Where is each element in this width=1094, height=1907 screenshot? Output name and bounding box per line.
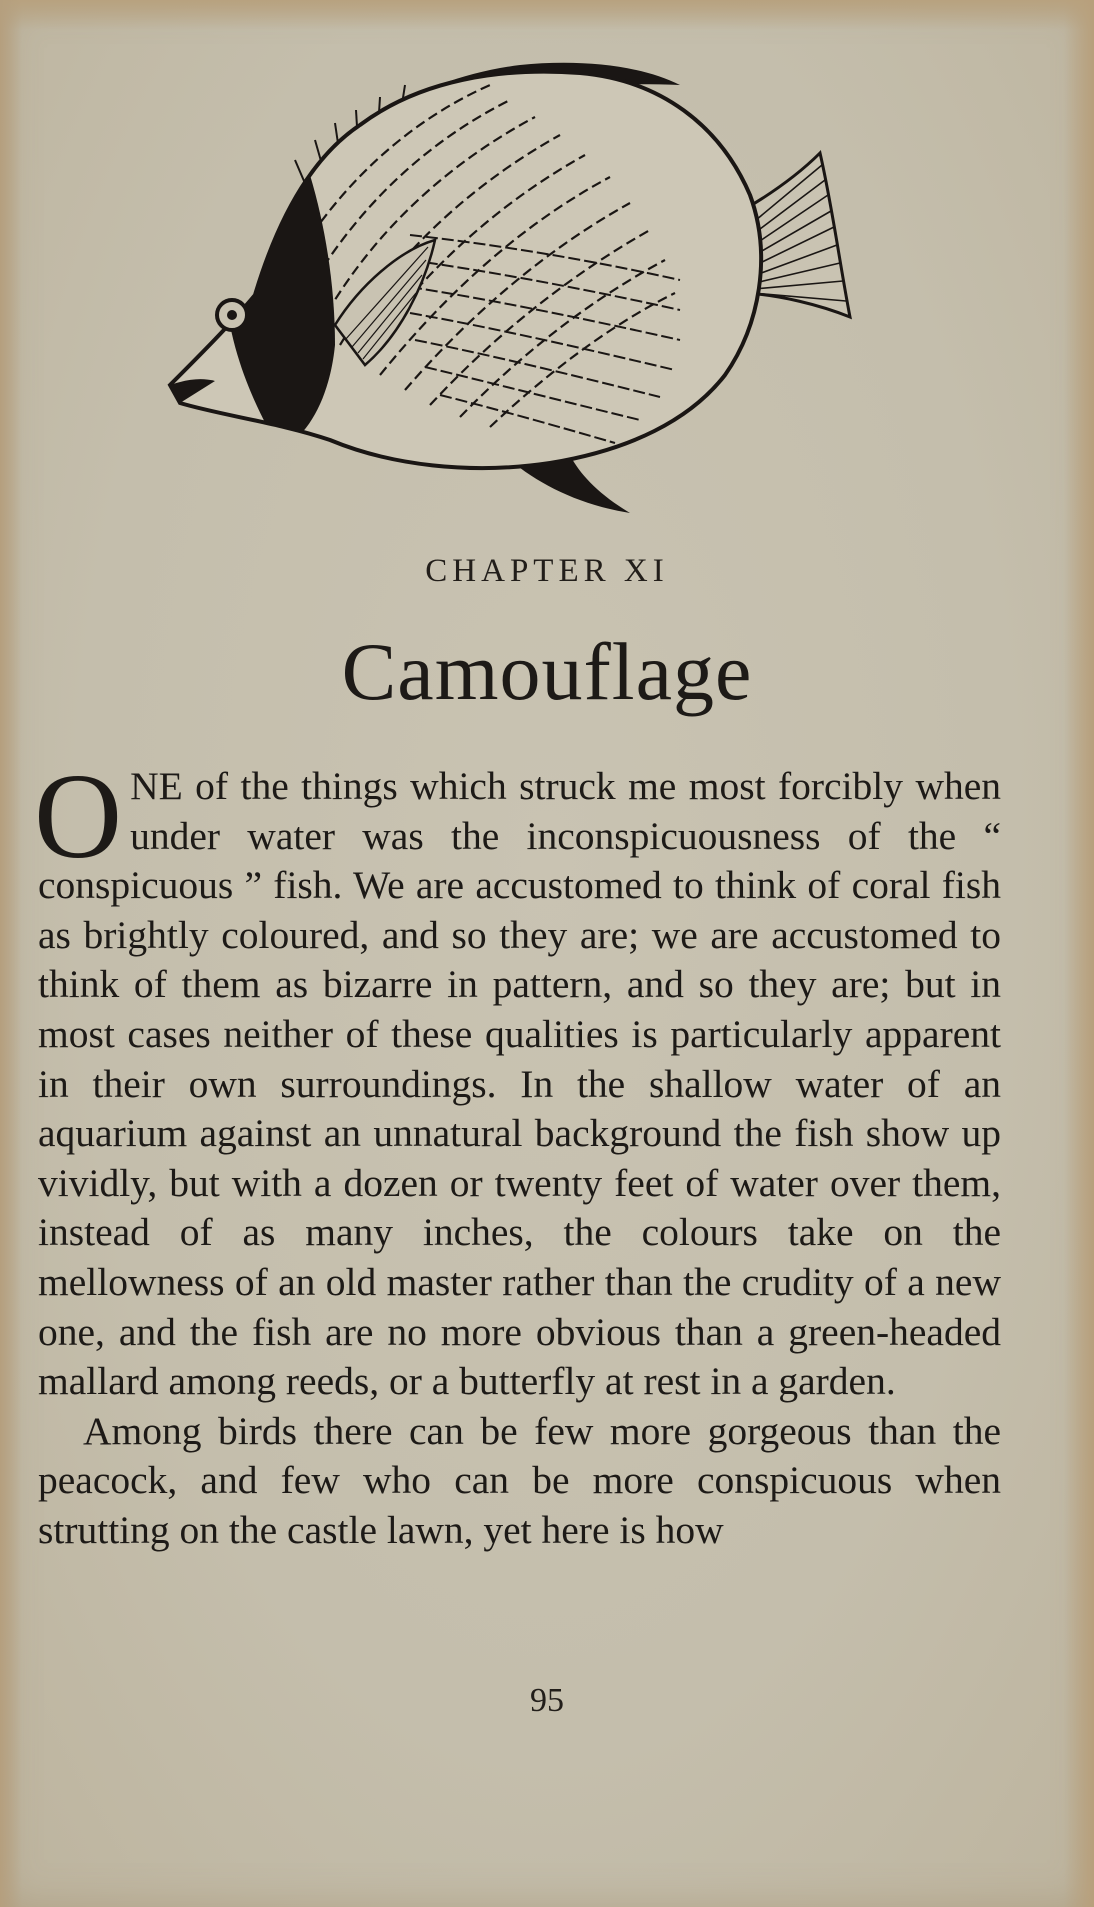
chapter-label: CHAPTER XI [425, 553, 669, 589]
page-edge-right [1064, 0, 1094, 1907]
drop-cap: O [34, 749, 123, 884]
body-text [34, 749, 1001, 1556]
paragraph-1-text: NE of the things which struck me most forcibly when under water was the inconspicuousness of the “ conspicuous ” fish. We are accustomed to think of coral fish as brightly coloured, and so they are; we are accustomed to think of them as bizarre in pattern, and so they are; but in most cases neither of these qualities is particularly apparent in their own surroundings. In the shallow water of an aquarium against an unnatural background the fish show up vividly, but with a dozen or twenty feet of water over them, instead of as many inches, the colours take on the mellowness of an old master rather than the crudity of a new one, and the fish are no more obvious than a green-headed mallard among reeds, or a butterfly at rest in a garden. [38, 764, 1001, 1404]
butterflyfish-icon [160, 55, 880, 525]
paragraph-2: Among birds there can be few more gorgeous than the peacock, and few who can be more conspicuous when strutting on the castle lawn, yet here is how [38, 1408, 1001, 1552]
page-number: 95 [530, 1682, 564, 1719]
chapter-title: Camouflage [341, 626, 753, 717]
page-edge-left [0, 0, 22, 1907]
page-edge-top [0, 0, 1094, 30]
paragraph-1 [34, 749, 1001, 1407]
